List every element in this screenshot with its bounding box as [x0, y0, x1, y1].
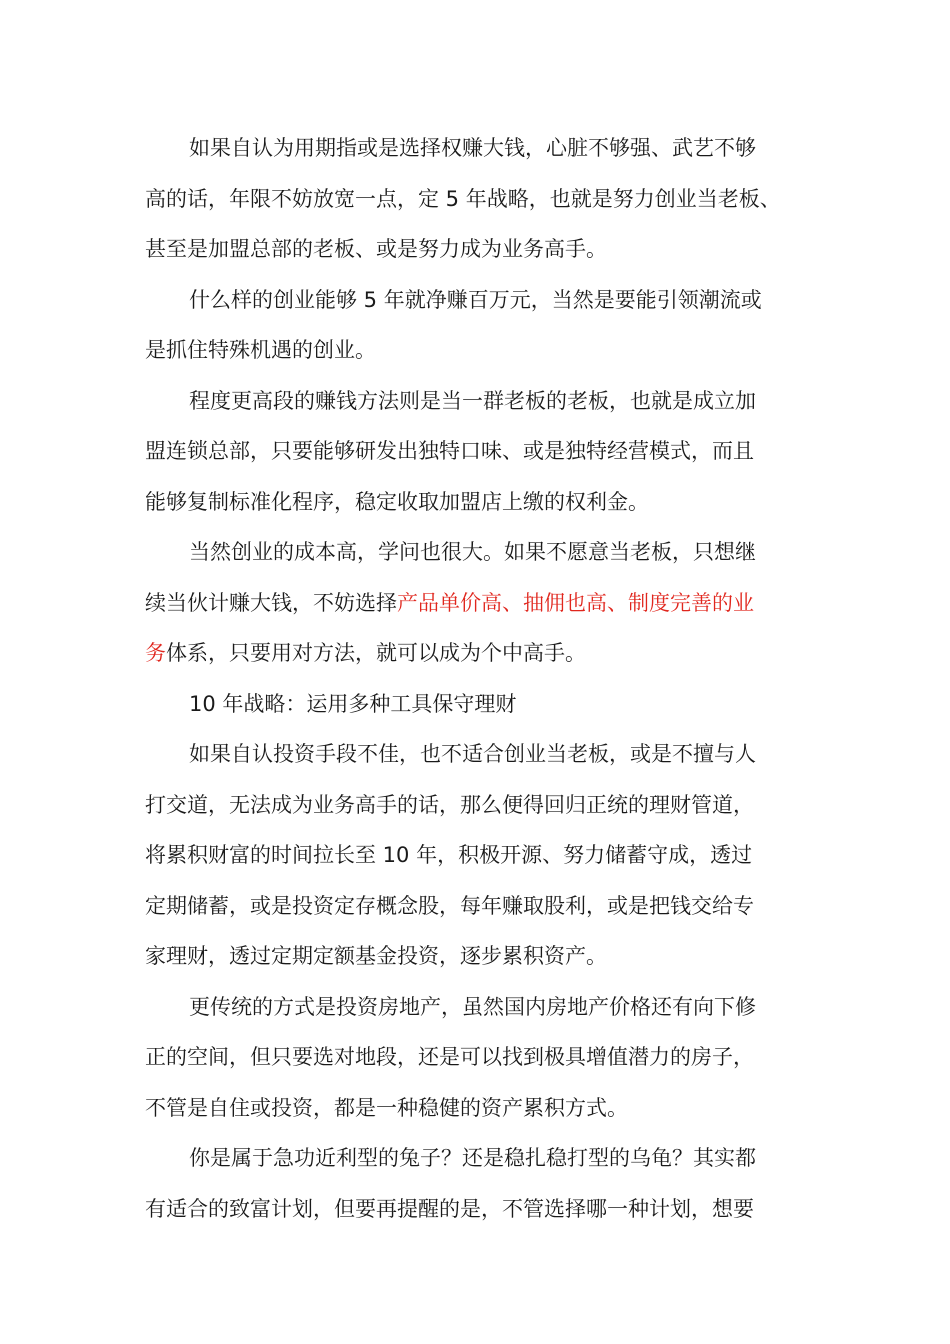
text-line: 更传统的方式是投资房地产，虽然国内房地产价格还有向下修: [189, 994, 756, 1019]
text-line: 你是属于急功近利型的兔子？还是稳扎稳打型的乌龟？其实都: [189, 1146, 756, 1170]
text-line: 当然创业的成本高，学问也很大。如果不愿意当老板，只想继: [189, 540, 756, 564]
highlighted-text: 产品单价高、抽佣也高、制度完善的业: [397, 590, 754, 615]
paragraph-rabbit-or-turtle: [145, 1133, 805, 1234]
document-body: [145, 123, 805, 1234]
text-line: [145, 578, 805, 629]
text-line: 高的话，年限不妨放宽一点，定 5 年战略，也就是努力创业当老板、: [145, 186, 781, 211]
text-segment: 体系，只要用对方法，就可以成为个中高手。: [166, 641, 586, 665]
highlighted-text: 务: [145, 641, 166, 665]
text-line: 盟连锁总部，只要能够研发出独特口味、或是独特经营模式，而且: [145, 439, 754, 463]
text-line: 有适合的致富计划，但要再提醒的是，不管选择哪一种计划，想要: [145, 1196, 754, 1221]
section-heading-ten-year-strategy: [145, 679, 805, 730]
text-line: 不管是自住或投资，都是一种稳健的资产累积方式。: [145, 1095, 628, 1120]
text-line: 如果自认投资手段不佳，也不适合创业当老板，或是不擅与人: [189, 742, 756, 766]
text-segment: 续当伙计赚大钱，不妨选择: [145, 590, 397, 615]
paragraph-conservative-finance: [145, 729, 805, 982]
text-line: 程度更高段的赚钱方法则是当一群老板的老板，也就是成立加: [189, 388, 756, 413]
text-line: 能够复制标准化程序，稳定收取加盟店上缴的权利金。: [145, 489, 649, 514]
text-line: 家理财，透过定期定额基金投资，逐步累积资产。: [145, 944, 607, 968]
text-line: 打交道，无法成为业务高手的话，那么便得回归正统的理财管道，: [145, 792, 754, 817]
paragraph-startup-million: [145, 275, 805, 376]
paragraph-sales-expert: [145, 527, 805, 679]
text-line: 甚至是加盟总部的老板、或是努力成为业务高手。: [145, 237, 607, 261]
text-line: 将累积财富的时间拉长至 10 年，积极开源、努力储蓄守成，透过: [145, 843, 753, 867]
paragraph-five-year-strategy: [145, 123, 805, 275]
text-line: 什么样的创业能够 5 年就净赚百万元，当然是要能引领潮流或: [189, 287, 762, 312]
text-line: 是抓住特殊机遇的创业。: [145, 338, 376, 362]
text-line: [145, 628, 805, 679]
text-line: 定期储蓄，或是投资定存概念股，每年赚取股利，或是把钱交给专: [145, 893, 754, 918]
paragraph-franchise-headquarters: [145, 376, 805, 528]
paragraph-real-estate: [145, 982, 805, 1134]
text-line: 正的空间，但只要选对地段，还是可以找到极具增值潜力的房子，: [145, 1045, 754, 1069]
text-line: 10 年战略：运用多种工具保守理财: [189, 691, 517, 716]
text-line: 如果自认为用期指或是选择权赚大钱，心脏不够强、武艺不够: [189, 136, 756, 160]
